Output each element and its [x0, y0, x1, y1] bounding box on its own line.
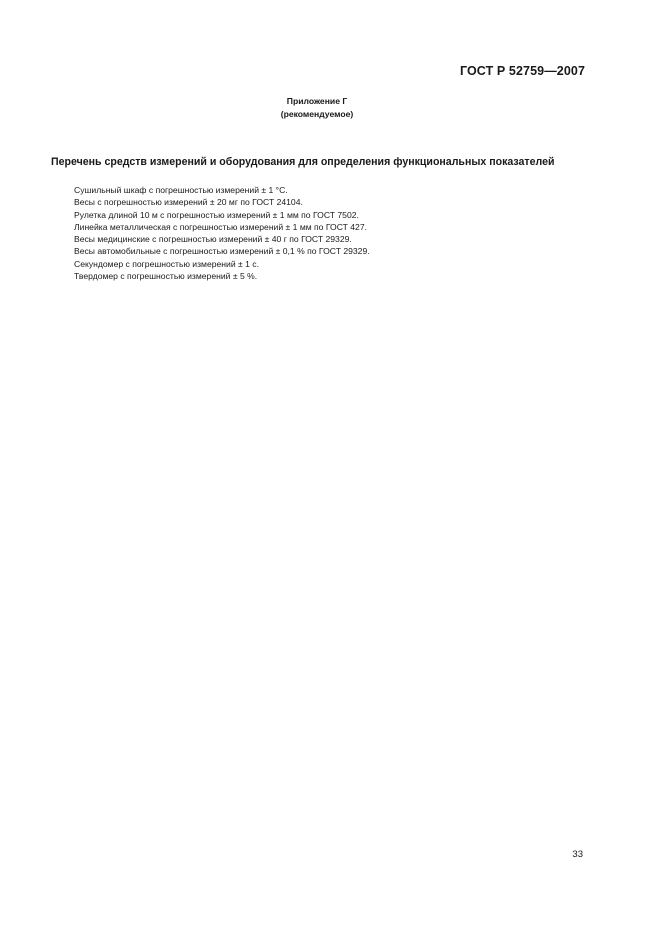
appendix-status-note: (рекомендуемое): [280, 109, 354, 119]
list-item: Весы с погрешностью измерений ± 20 мг по ГОСТ 24104.: [74, 197, 303, 208]
list-item: Сушильный шкаф с погрешностью измерений ± 1 °С.: [74, 185, 288, 195]
section-title: Перечень средств измерений и оборудования для определения функциональных показателей: [51, 156, 555, 168]
appendix-title: Приложение Г: [286, 96, 348, 106]
document-id-header: ГОСТ Р 52759—2007: [459, 64, 585, 78]
list-item: Линейка металлическая с погрешностью измерений ± 1 мм по ГОСТ 427.: [74, 221, 367, 232]
list-item: Твердомер с погрешностью измерений ± 5 %.: [74, 271, 258, 282]
page-number: 33: [572, 849, 583, 860]
list-item: Весы автомобильные с погрешностью измерений ± 0,1 % по ГОСТ 29329.: [74, 246, 370, 257]
equipment-list: [74, 184, 370, 282]
list-item: Рулетка длиной 10 м с погрешностью измерений ± 1 мм по ГОСТ 7502.: [74, 209, 359, 220]
list-item: Весы медицинские с погрешностью измерений ± 40 г по ГОСТ 29329.: [74, 234, 352, 245]
list-item: Секундомер с погрешностью измерений ± 1 с.: [74, 258, 259, 269]
